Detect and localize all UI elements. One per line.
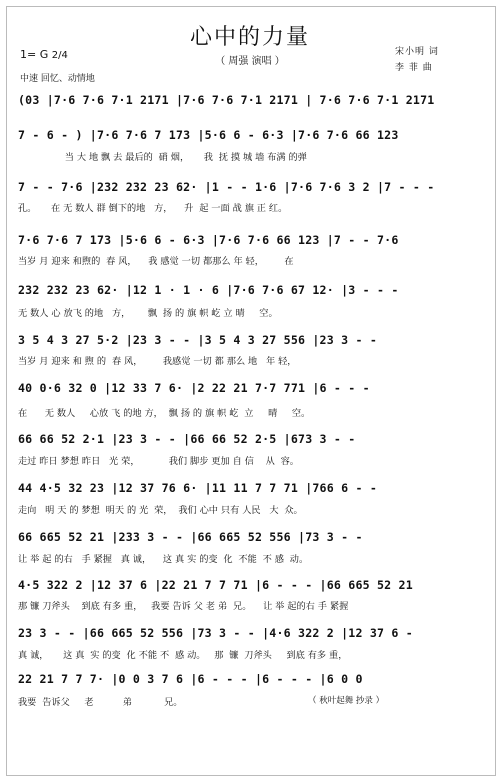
notation-line: 7 - 6 - ) |7·6 7·6 7 173 |5·6 6 - 6·3 |7·6 7·6 66 123	[18, 128, 399, 142]
notation-line: 4·5 322 2 |12 37 6 |22 21 7 7 71 |6 - - - |66 665 52 21	[18, 578, 413, 592]
lyric-line: 我要 告诉父 老 弟 兄。	[18, 697, 183, 708]
lyric-line: 无 数人 心 放飞 的地 方， 飘 扬 的 旗 帜 屹 立 晴 空。	[18, 308, 278, 319]
notation-line: (03 |7·6 7·6 7·1 2171 |7·6 7·6 7·1 2171 | 7·6 7·6 7·1 2171	[18, 93, 435, 107]
notation-line: 7·6 7·6 7 173 |5·6 6 - 6·3 |7·6 7·6 66 123 |7 - - 7·6	[18, 233, 399, 247]
lyricist-credit: 宋小明 词	[395, 47, 439, 57]
key-label: 1= G	[20, 48, 49, 61]
notation-line: 3 5 4 3 27 5·2 |23 3 - - |3 5 4 3 27 556 |23 3 - -	[18, 333, 378, 347]
lyric-line: 当 大 地 飘 去 最后的 硝 烟， 我 抚 摸 城 墙 布满 的弹	[18, 152, 307, 163]
notation-line: 22 21 7 7 7· |0 0 3 7 6 |6 - - - |6 - - - |6 0 0	[18, 672, 363, 686]
lyric-line: 当岁 月 迎来 和煦的 春 风， 我 感觉 一切 都那么 年 轻， 在	[18, 256, 294, 267]
performer-credit: （ 周强 演唱 ）	[215, 56, 285, 67]
notation-line: 66 66 52 2·1 |23 3 - - |66 66 52 2·5 |673 3 - -	[18, 432, 356, 446]
lyric-line: 真 诚， 这 真 实 的变 化 不能 不 感 动。 那 镰 刀斧头 到底 有多 重，	[18, 650, 348, 661]
notation-line: 7 - - 7·6 |232 232 23 62· |1 - - 1·6 |7·6 7·6 3 2 |7 - - -	[18, 180, 435, 194]
notation-line: 44 4·5 32 23 |12 37 76 6· |11 11 7 7 71 |766 6 - -	[18, 481, 378, 495]
notation-line: 23 3 - - |66 665 52 556 |73 3 - - |4·6 322 2 |12 37 6 -	[18, 626, 413, 640]
lyric-line: 走过 昨日 梦想 昨日 光 荣， 我们 脚步 更加 自 信 从 容。	[18, 456, 299, 467]
tempo-marking: 中速 回忆、动情地	[20, 74, 95, 84]
transcriber-note: （ 秋叶起舞 抄录 ）	[308, 696, 385, 706]
lyric-line: 孔。 在 无 数人 群 倒下的地 方， 升 起 一面 战 旗 正 红。	[18, 203, 288, 214]
time-signature: 2/4	[51, 50, 68, 61]
lyric-line: 让 举 起 的右 手 紧握 真 诚， 这 真 实 的变 化 不能 不 感 动。	[18, 554, 309, 565]
notation-line: 66 665 52 21 |233 3 - - |66 665 52 556 |73 3 - -	[18, 530, 363, 544]
song-title: 心中的力量	[189, 25, 310, 50]
key-signature	[20, 48, 68, 61]
lyric-line: 那 镰 刀斧头 到底 有多 重， 我要 告诉 父 老 弟 兄。 让 举 起的右 手 紧握	[18, 601, 349, 612]
notation-line: 232 232 23 62· |12 1 · 1 · 6 |7·6 7·6 67 12· |3 - - -	[18, 283, 399, 297]
lyric-line: 走向 明 天 的 梦想 明天 的 光 荣， 我们 心中 只有 人民 大 众。	[18, 505, 303, 516]
notation-line: 40 0·6 32 0 |12 33 7 6· |2 22 21 7·7 771 |6 - - -	[18, 381, 370, 395]
lyric-line: 在 无 数人 心放 飞 的地 方， 飘 扬 的 旗 帜 屹 立 晴 空。	[18, 408, 311, 419]
lyric-line: 当岁 月 迎来 和 煦 的 春 风， 我感觉 一切 都 那么 地 年 轻，	[18, 356, 297, 367]
composer-credit: 李 菲 曲	[395, 63, 433, 73]
